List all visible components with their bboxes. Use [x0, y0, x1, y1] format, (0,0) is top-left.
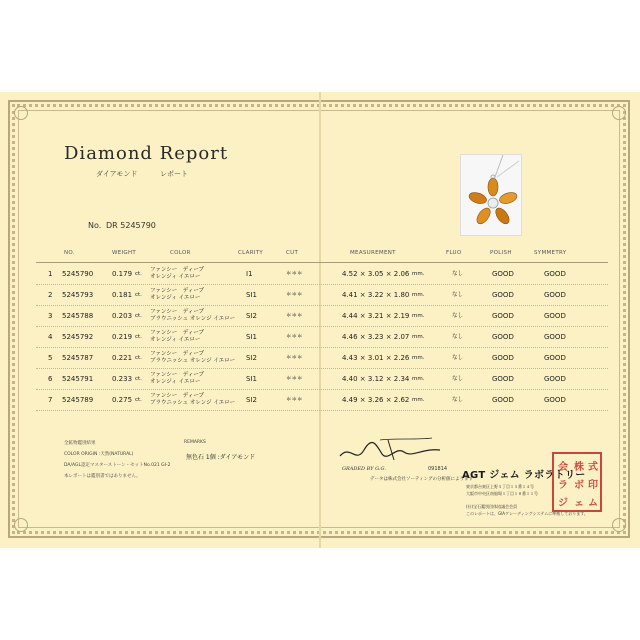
- stone-id: 5245793: [62, 291, 94, 299]
- stone-measurement: 4.41 × 3.22 × 1.80: [342, 291, 410, 299]
- stone-cut: ＊＊＊: [286, 271, 303, 277]
- stone-fluorescence: なし: [452, 313, 464, 319]
- grader-signature: [336, 434, 446, 464]
- column-header-polish: POLISH: [490, 250, 512, 256]
- stone-polish: GOOD: [492, 312, 514, 320]
- stone-cut: ＊＊＊: [286, 313, 303, 319]
- stone-clarity: SI1: [246, 291, 257, 299]
- stone-color-line-2: ブラウニッシュ オレンジ イエロー: [150, 400, 236, 406]
- row-index: 6: [48, 375, 53, 383]
- stone-cut: ＊＊＊: [286, 334, 303, 340]
- stone-measurement: 4.44 × 3.21 × 2.19: [342, 312, 410, 320]
- stone-polish: GOOD: [492, 375, 514, 383]
- stone-polish: GOOD: [492, 270, 514, 278]
- red-seal-stamp: 会 株 式 ラ ボ 印 ジ ェ ム: [552, 452, 602, 512]
- stone-fluorescence: なし: [452, 355, 464, 361]
- note-line-2: COLOR ORIGIN :天然(NATURAL): [64, 452, 134, 457]
- stone-symmetry: GOOD: [544, 291, 566, 299]
- agt-logo: AGT ジェム ラボラトリー: [462, 470, 586, 481]
- row-divider: [36, 326, 608, 327]
- stone-color-line-1: ファンシー ディープ: [150, 330, 205, 336]
- report-subtitle-ja: ダイアモンド: [96, 170, 138, 178]
- corner-ornament: [14, 106, 28, 120]
- stone-cut: ＊＊＊: [286, 397, 303, 403]
- stone-symmetry: GOOD: [544, 354, 566, 362]
- stone-clarity: SI2: [246, 312, 257, 320]
- stone-cut: ＊＊＊: [286, 355, 303, 361]
- stone-symmetry: GOOD: [544, 375, 566, 383]
- stone-weight: 0.233: [112, 375, 133, 383]
- column-header-measurement: MEASUREMENT: [350, 250, 396, 256]
- stone-color-line-2: オレンジィ イエロー: [150, 379, 201, 385]
- measurement-unit: mm.: [412, 397, 425, 403]
- row-index: 7: [48, 396, 53, 404]
- agt-address-1: 東京都台東区上野５丁目１５番１４号: [466, 484, 534, 489]
- row-divider: [36, 410, 608, 411]
- weight-unit: ct.: [135, 397, 142, 403]
- stone-polish: GOOD: [492, 396, 514, 404]
- note-line-3: DA/AGL認定マスターストーン・セットNo.021 GI-2: [64, 463, 171, 468]
- measurement-unit: mm.: [412, 376, 425, 382]
- stone-id: 5245788: [62, 312, 94, 320]
- stone-weight: 0.275: [112, 396, 133, 404]
- weight-unit: ct.: [135, 271, 142, 277]
- pendant-photo: [460, 154, 522, 236]
- stone-id: 5245790: [62, 270, 94, 278]
- stone-color-line-1: ファンシー ディープ: [150, 351, 205, 357]
- stone-weight: 0.203: [112, 312, 133, 320]
- measurement-unit: mm.: [412, 271, 425, 277]
- corner-ornament: [612, 106, 626, 120]
- stone-clarity: SI2: [246, 354, 257, 362]
- row-index: 5: [48, 354, 53, 362]
- stone-color-line-1: ファンシー ディープ: [150, 288, 205, 294]
- stone-weight: 0.181: [112, 291, 133, 299]
- report-subtitle-ja-2: レポート: [160, 170, 188, 178]
- stone-symmetry: GOOD: [544, 396, 566, 404]
- stone-weight: 0.179: [112, 270, 133, 278]
- stone-clarity: SI2: [246, 396, 257, 404]
- row-divider: [36, 389, 608, 390]
- row-index: 1: [48, 270, 53, 278]
- stone-clarity: SI1: [246, 333, 257, 341]
- stone-color-line-1: ファンシー ディープ: [150, 267, 205, 273]
- stone-weight: 0.221: [112, 354, 133, 362]
- stone-id: 5245787: [62, 354, 94, 362]
- stone-color-line-1: ファンシー ディープ: [150, 393, 205, 399]
- stone-color-line-2: ブラウニッシュ オレンジ イエロー: [150, 316, 236, 322]
- row-divider: [36, 347, 608, 348]
- weight-unit: ct.: [135, 376, 142, 382]
- remarks-label: REMARKS: [184, 440, 206, 445]
- stone-symmetry: GOOD: [544, 333, 566, 341]
- stone-measurement: 4.40 × 3.12 × 2.34: [342, 375, 410, 383]
- stone-color-line-2: オレンジィ イエロー: [150, 337, 201, 343]
- header-rule: [36, 262, 608, 263]
- pendant-image: [461, 155, 521, 235]
- stone-clarity: SI1: [246, 375, 257, 383]
- row-divider: [36, 368, 608, 369]
- stone-color-line-1: ファンシー ディープ: [150, 309, 205, 315]
- stone-fluorescence: なし: [452, 397, 464, 403]
- note-line-4: 本レポートは鑑別書ではありません。: [64, 474, 141, 479]
- measurement-unit: mm.: [412, 292, 425, 298]
- stone-id: 5245789: [62, 396, 94, 404]
- stone-color-line-2: オレンジィ イエロー: [150, 295, 201, 301]
- stone-fluorescence: なし: [452, 271, 464, 277]
- stone-polish: GOOD: [492, 354, 514, 362]
- stone-measurement: 4.52 × 3.05 × 2.06: [342, 270, 410, 278]
- stone-fluorescence: なし: [452, 376, 464, 382]
- column-header-no: NO.: [64, 250, 75, 256]
- weight-unit: ct.: [135, 313, 142, 319]
- row-index: 2: [48, 291, 53, 299]
- weight-unit: ct.: [135, 292, 142, 298]
- stone-polish: GOOD: [492, 291, 514, 299]
- stone-measurement: 4.46 × 3.23 × 2.07: [342, 333, 410, 341]
- column-header-weight: WEIGHT: [112, 250, 137, 256]
- graded-by: GRADED BY G.G.: [342, 466, 386, 472]
- report-title: Diamond Report: [64, 143, 229, 164]
- stone-cut: ＊＊＊: [286, 292, 303, 298]
- agt-membership: (社)宝石鑑別団体協議会会員: [466, 504, 518, 509]
- corner-ornament: [14, 518, 28, 532]
- agt-address-2: 大阪市中央区南船場１丁目１８番１１号: [466, 491, 538, 496]
- stone-symmetry: GOOD: [544, 270, 566, 278]
- stone-fluorescence: なし: [452, 334, 464, 340]
- column-header-cut: CUT: [286, 250, 299, 256]
- agt-compliance: このレポートは、GIAグレーディングシステムに準拠しております。: [466, 511, 588, 516]
- stone-color-line-2: オレンジィ イエロー: [150, 274, 201, 280]
- row-divider: [36, 284, 608, 285]
- column-header-symmetry: SYMMETRY: [534, 250, 567, 256]
- graded-number: 091814: [428, 466, 448, 472]
- row-index: 4: [48, 333, 53, 341]
- stone-symmetry: GOOD: [544, 312, 566, 320]
- stone-color-line-2: ブラウニッシュ オレンジ イエロー: [150, 358, 236, 364]
- corner-ornament: [612, 518, 626, 532]
- row-index: 3: [48, 312, 53, 320]
- measurement-unit: mm.: [412, 355, 425, 361]
- stone-id: 5245791: [62, 375, 94, 383]
- report-number-label: No.: [88, 221, 102, 230]
- note-line-1: 全鉱物鑑別結果: [64, 441, 96, 446]
- column-header-fluo: FLUO: [446, 250, 462, 256]
- column-header-clarity: CLARITY: [238, 250, 264, 256]
- row-divider: [36, 305, 608, 306]
- column-header-color: COLOR: [170, 250, 191, 256]
- weight-unit: ct.: [135, 334, 142, 340]
- stone-fluorescence: なし: [452, 292, 464, 298]
- stone-color-line-1: ファンシー ディープ: [150, 372, 205, 378]
- stone-id: 5245792: [62, 333, 94, 341]
- weight-unit: ct.: [135, 355, 142, 361]
- stone-clarity: I1: [246, 270, 253, 278]
- stone-cut: ＊＊＊: [286, 376, 303, 382]
- measurement-unit: mm.: [412, 313, 425, 319]
- stone-measurement: 4.43 × 3.01 × 2.26: [342, 354, 410, 362]
- stone-weight: 0.219: [112, 333, 133, 341]
- stone-polish: GOOD: [492, 333, 514, 341]
- measurement-unit: mm.: [412, 334, 425, 340]
- stone-measurement: 4.49 × 3.26 × 2.62: [342, 396, 410, 404]
- report-number: DR 5245790: [106, 221, 156, 230]
- graded-note: データは株式会社ソーティングの分析値によります: [370, 477, 474, 482]
- remarks-value: 無色石 1個 :ダイアモンド: [186, 454, 256, 461]
- fold-line: [319, 92, 321, 548]
